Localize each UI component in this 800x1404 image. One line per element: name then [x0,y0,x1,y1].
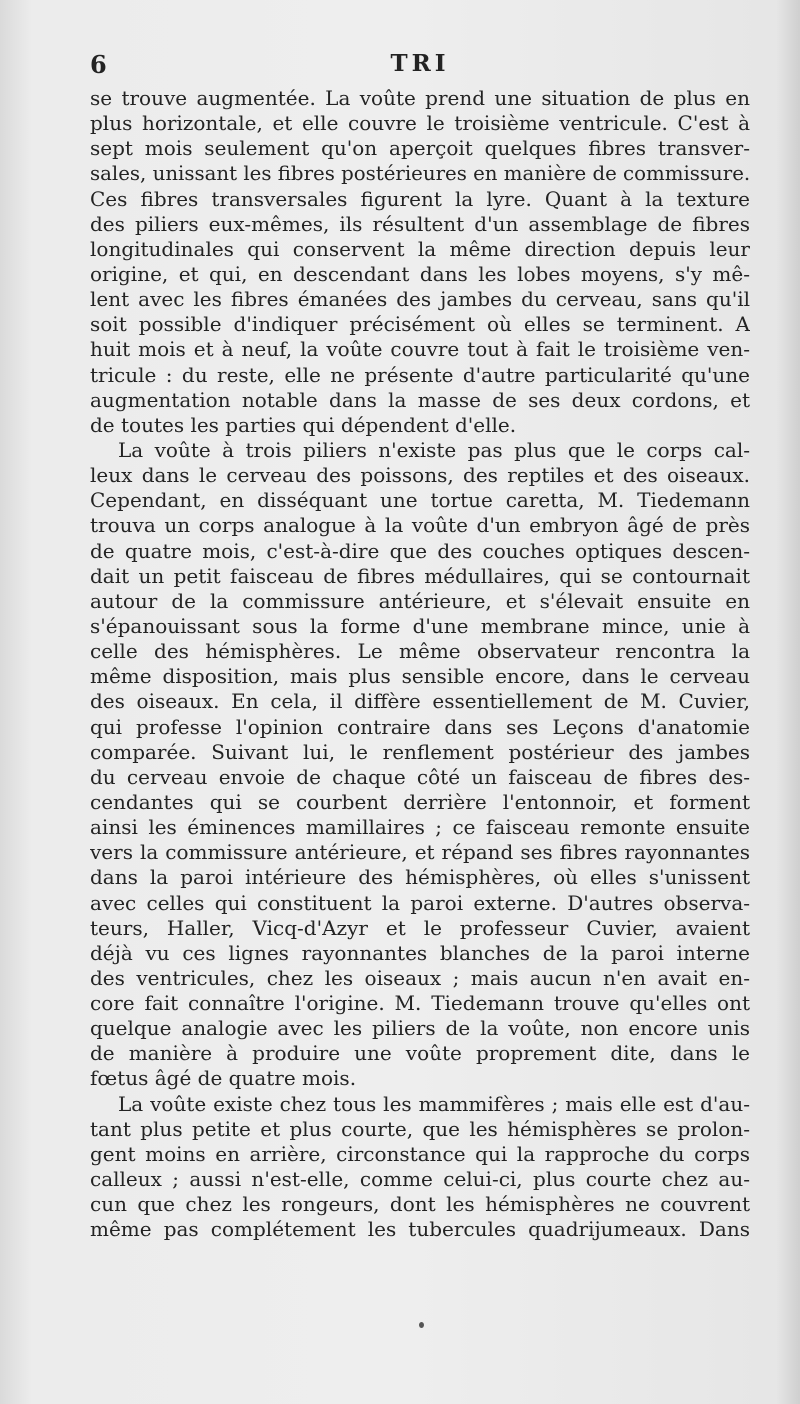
text-line: se trouve augmentée. La voûte prend une situation de plus en [90,86,750,110]
text-line: vers la commissure antérieure, et répand ses fibres rayonnantes [90,840,750,865]
text-line: dans la paroi intérieure des hémisphères, où elles s'unissent [90,865,750,890]
text-line: autour de la commissure antérieure, et s'élevait ensuite en [90,588,750,613]
text-line: dait un petit faisceau de fibres médullaires, qui se contournait [90,563,750,588]
text-line: La voûte à trois piliers n'existe pas plus que le corps cal- [118,437,750,462]
text-line: ainsi les éminences mamillaires ; ce faisceau remonte ensuite [90,815,750,840]
text-line: de quatre mois, c'est-à-dire que des couches optiques descen- [90,538,750,563]
text-line: gent moins en arrière, circonstance qui la rapproche du corps [90,1141,750,1166]
text-line: cendantes qui se courbent derrière l'entonnoir, et forment [90,789,750,814]
text-line: même disposition, mais plus sensible encore, dans le cerveau [90,664,750,689]
text-line: huit mois et à neuf, la voûte couvre tout à fait le troisième ven- [90,337,750,362]
text-line: celle des hémisphères. Le même observateur rencontra la [90,639,750,664]
text-line: core fait connaître l'origine. M. Tiedemann trouve qu'elles ont [90,991,750,1016]
text-line: teurs, Haller, Vicq-d'Azyr et le professeur Cuvier, avaient [90,915,750,940]
text-line: cun que chez les rongeurs, dont les hémisphères ne couvrent [90,1192,750,1217]
text-line: lent avec les fibres émanées des jambes du cerveau, sans qu'il [90,287,750,312]
text-line: déjà vu ces lignes rayonnantes blanches de la paroi interne [90,940,750,965]
text-line: même pas complétement les tubercules quadrijumeaux. Dans [90,1217,750,1242]
text-line: leux dans le cerveau des poissons, des reptiles et des oiseaux. [90,463,750,488]
ink-speck [419,1322,424,1328]
text-line: augmentation notable dans la masse de ses deux cordons, et [90,387,750,412]
text-line: tricule : du reste, elle ne présente d'autre particularité qu'une [90,362,750,387]
text-line: s'épanouissant sous la forme d'une membrane mince, unie à [90,613,750,638]
text-line: calleux ; aussi n'est-elle, comme celui-ci, plus courte chez au- [90,1167,750,1192]
page-number: 6 [90,50,107,79]
text-line: des piliers eux-mêmes, ils résultent d'un assemblage de fibres [90,211,750,236]
text-line: sept mois seulement qu'on aperçoit quelques fibres transver- [90,136,750,161]
text-line: fœtus âgé de quatre mois. [90,1066,357,1091]
text-line: avec celles qui constituent la paroi externe. D'autres observa- [90,890,750,915]
text-line: La voûte existe chez tous les mammifères ; mais elle est d'au- [118,1091,750,1116]
page-header [90,50,750,84]
body-text [90,86,750,1242]
text-line: comparée. Suivant lui, le renflement postérieur des jambes [90,739,750,764]
text-line: de manière à produire une voûte proprement dite, dans le [90,1041,750,1066]
text-line: sales, unissant les fibres postérieures en manière de commissure. [90,162,750,186]
text-line: quelque analogie avec les piliers de la voûte, non encore unis [90,1016,750,1041]
text-line: Ces fibres transversales figurent la lyre. Quant à la texture [90,186,750,211]
text-line: qui professe l'opinion contraire dans ses Leçons d'anatomie [90,714,750,739]
text-line: du cerveau envoie de chaque côté un faisceau de fibres des- [90,764,750,789]
text-line: des ventricules, chez les oiseaux ; mais aucun n'en avait en- [90,965,750,990]
text-line: longitudinales qui conservent la même direction depuis leur [90,236,750,261]
text-line: soit possible d'indiquer précisément où elles se terminent. A [90,312,750,337]
text-line: de toutes les parties qui dépendent d'elle. [90,412,517,437]
text-line: trouva un corps analogue à la voûte d'un embryon âgé de près [90,513,750,538]
text-line: tant plus petite et plus courte, que les hémisphères se prolon- [90,1116,750,1141]
text-line: origine, et qui, en descendant dans les lobes moyens, s'y mê- [90,261,750,286]
text-line: des oiseaux. En cela, il diffère essentiellement de M. Cuvier, [90,689,750,714]
text-line: Cependant, en disséquant une tortue caretta, M. Tiedemann [90,488,750,513]
running-head: TRI [390,50,450,77]
text-line: plus horizontale, et elle couvre le troisième ventricule. C'est à [90,111,750,136]
